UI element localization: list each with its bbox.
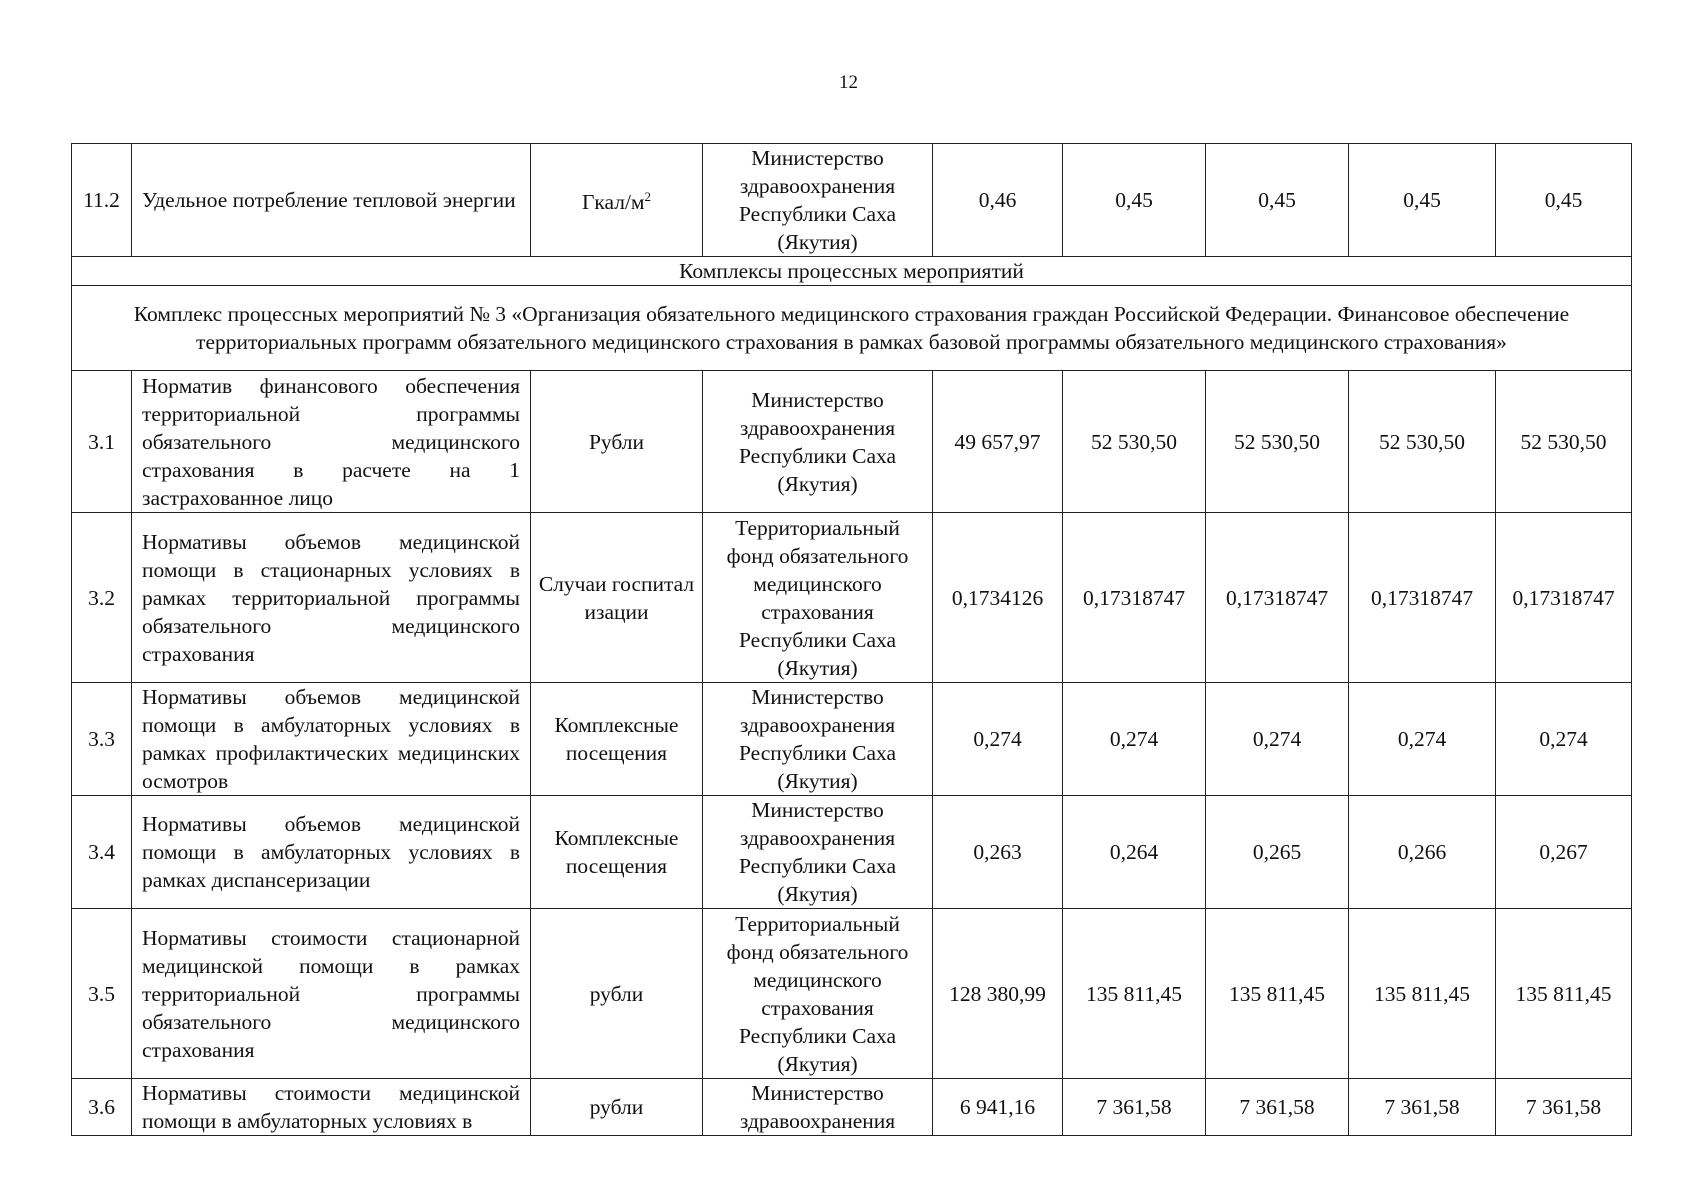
responsible-org: Министерство здравоохранения Республики Саха (Якутия) — [703, 683, 933, 796]
unit-cell: рубли — [531, 909, 703, 1079]
value-cell: 0,274 — [1063, 683, 1206, 796]
value-cell: 7 361,58 — [1496, 1079, 1632, 1136]
value-cell: 0,17318747 — [1349, 513, 1496, 683]
responsible-org: Территориальный фонд обязательного медицинского страхования Республики Саха (Якутия) — [703, 909, 933, 1079]
value-cell: 7 361,58 — [1206, 1079, 1349, 1136]
table-row — [72, 513, 1632, 683]
value-cell: 0,17318747 — [1496, 513, 1632, 683]
responsible-org: Территориальный фонд обязательного медицинского страхования Республики Саха (Якутия) — [703, 513, 933, 683]
value-cell: 0,264 — [1063, 796, 1206, 909]
table-row — [72, 909, 1632, 1079]
complex-title-row — [72, 286, 1632, 371]
indicator-name: Нормативы объемов медицинской помощи в стационарных условиях в рамках территориальной программы обязательного медицинского страхования — [132, 513, 531, 683]
indicator-name: Нормативы объемов медицинской помощи в амбулаторных условиях в рамках диспансеризации — [132, 796, 531, 909]
value-cell: 7 361,58 — [1063, 1079, 1206, 1136]
unit-superscript: 2 — [644, 189, 652, 205]
unit-text: Гкал/м — [581, 190, 645, 215]
value-cell: 0,274 — [933, 683, 1063, 796]
value-cell: 0,265 — [1206, 796, 1349, 909]
value-cell: 0,45 — [1349, 144, 1496, 257]
value-cell: 52 530,50 — [1349, 371, 1496, 513]
unit-cell: Случаи госпитализации — [531, 513, 703, 683]
value-cell: 52 530,50 — [1496, 371, 1632, 513]
unit-cell — [531, 144, 703, 257]
value-cell: 7 361,58 — [1349, 1079, 1496, 1136]
value-cell: 0,1734126 — [933, 513, 1063, 683]
indicator-name: Нормативы стоимости стационарной медицинской помощи в рамках территориальной программы обязательного медицинского страхования — [132, 909, 531, 1079]
section-title: Комплексы процессных мероприятий — [72, 257, 1632, 286]
value-cell: 135 811,45 — [1349, 909, 1496, 1079]
unit-cell: Комплексные посещения — [531, 796, 703, 909]
table-row — [72, 796, 1632, 909]
table-row — [72, 371, 1632, 513]
value-cell: 0,45 — [1206, 144, 1349, 257]
value-cell: 0,274 — [1206, 683, 1349, 796]
indicator-name: Норматив финансового обеспечения территориальной программы обязательного медицинского страхования в расчете на 1 застрахованное лицо — [132, 371, 531, 513]
unit-cell: Рубли — [531, 371, 703, 513]
value-cell: 6 941,16 — [933, 1079, 1063, 1136]
value-cell: 0,17318747 — [1063, 513, 1206, 683]
row-number: 3.6 — [72, 1079, 132, 1136]
row-number: 3.1 — [72, 371, 132, 513]
value-cell: 135 811,45 — [1063, 909, 1206, 1079]
table-row — [72, 1079, 1632, 1136]
section-row — [72, 257, 1632, 286]
responsible-org: Министерство здравоохранения Республики Саха (Якутия) — [703, 796, 933, 909]
indicator-name: Нормативы стоимости медицинской помощи в амбулаторных условиях в — [132, 1079, 531, 1136]
value-cell: 128 380,99 — [933, 909, 1063, 1079]
value-cell: 0,267 — [1496, 796, 1632, 909]
indicator-name: Удельное потребление тепловой энергии — [132, 144, 531, 257]
row-number: 3.3 — [72, 683, 132, 796]
value-cell: 49 657,97 — [933, 371, 1063, 513]
responsible-org: Министерство здравоохранения Республики Саха (Якутия) — [703, 371, 933, 513]
responsible-org: Министерство здравоохранения Республики Саха (Якутия) — [703, 144, 933, 257]
value-cell: 135 811,45 — [1496, 909, 1632, 1079]
row-number: 3.2 — [72, 513, 132, 683]
responsible-org: Министерство здравоохранения — [703, 1079, 933, 1136]
value-cell: 52 530,50 — [1206, 371, 1349, 513]
indicators-table — [71, 143, 1632, 1136]
value-cell: 0,263 — [933, 796, 1063, 909]
page-number: 12 — [839, 72, 858, 93]
value-cell: 0,274 — [1349, 683, 1496, 796]
value-cell: 0,17318747 — [1206, 513, 1349, 683]
row-number: 11.2 — [72, 144, 132, 257]
value-cell: 0,46 — [933, 144, 1063, 257]
value-cell: 0,45 — [1496, 144, 1632, 257]
value-cell: 0,266 — [1349, 796, 1496, 909]
table-row — [72, 683, 1632, 796]
value-cell: 0,45 — [1063, 144, 1206, 257]
indicator-name: Нормативы объемов медицинской помощи в амбулаторных условиях в рамках профилактических медицинских осмотров — [132, 683, 531, 796]
row-number: 3.4 — [72, 796, 132, 909]
unit-cell: Комплексные посещения — [531, 683, 703, 796]
value-cell: 0,274 — [1496, 683, 1632, 796]
row-number: 3.5 — [72, 909, 132, 1079]
table-row — [72, 144, 1632, 257]
value-cell: 135 811,45 — [1206, 909, 1349, 1079]
value-cell: 52 530,50 — [1063, 371, 1206, 513]
unit-cell: рубли — [531, 1079, 703, 1136]
complex-title: Комплекс процессных мероприятий № 3 «Организация обязательного медицинского страхования граждан Российской Федерации. Финансовое обеспечение территориальных программ обязательного медицинского страхования в рамках базовой программы обязательного медицинского страхования» — [72, 286, 1632, 371]
